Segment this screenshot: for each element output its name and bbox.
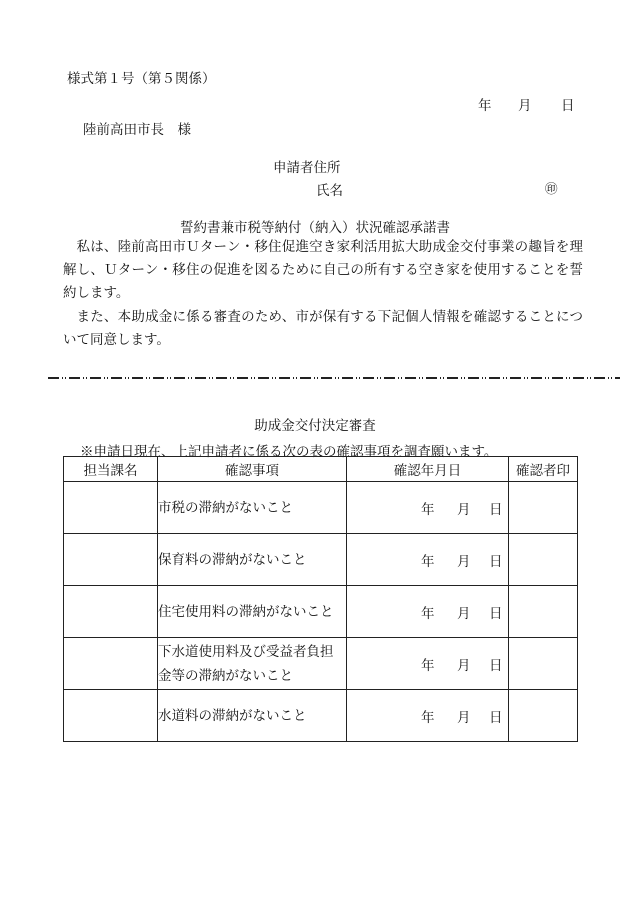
header-date-year: 年: [478, 98, 492, 114]
table-row: [64, 586, 578, 638]
confirmation-date-cell[interactable]: [347, 638, 509, 690]
date-day: 日: [489, 657, 503, 674]
item-line: 金等の滞納がないこと: [158, 667, 293, 684]
confirmer-seal-cell[interactable]: [509, 482, 578, 534]
column-header-seal: 確認者印: [509, 457, 578, 482]
consent-paragraph: また、本助成金に係る審査のため、市が保有する下記個人情報を確認することについて同意します。: [63, 309, 583, 348]
item-line: 市税の滞納がないこと: [158, 499, 293, 516]
department-cell[interactable]: [64, 690, 158, 742]
table-row: [64, 638, 578, 690]
table-row: [64, 690, 578, 742]
date-month: 月: [457, 709, 471, 726]
date-year: 年: [421, 657, 435, 674]
document-title: 誓約書兼市税等納付（納入）状況確認承諾書: [180, 220, 450, 236]
review-section-title: 助成金交付決定審査: [254, 418, 376, 434]
confirmation-item-cell: [158, 638, 347, 690]
form-number: 様式第１号（第５関係）: [67, 71, 216, 87]
item-line: 水道料の滞納がないこと: [158, 707, 307, 724]
date-year: 年: [421, 553, 435, 570]
header-date-month: 月: [518, 98, 532, 114]
column-header-department: 担当課名: [64, 457, 158, 482]
department-cell[interactable]: [64, 482, 158, 534]
date-month: 月: [457, 605, 471, 622]
confirmation-date-cell[interactable]: [347, 690, 509, 742]
cut-line-divider: [48, 377, 620, 379]
confirmation-date-cell[interactable]: [347, 534, 509, 586]
item-line: 住宅使用料の滞納がないこと: [158, 603, 334, 620]
confirmer-seal-cell[interactable]: [509, 690, 578, 742]
date-month: 月: [457, 553, 471, 570]
pledge-paragraph: 私は、陸前高田市Ｕターン・移住促進空き家利活用拡大助成金交付事業の趣旨を理解し、Ｕターン・移住の促進を図るために自己の所有する空き家を使用することを誓約します。: [63, 239, 583, 301]
date-year: 年: [421, 501, 435, 518]
confirmation-date-cell[interactable]: [347, 482, 509, 534]
confirmation-item-cell: [158, 482, 347, 534]
column-header-item: 確認事項: [158, 457, 347, 482]
table-row: [64, 482, 578, 534]
confirmation-table: [63, 456, 578, 742]
item-line: 下水道使用料及び受益者負担: [158, 643, 334, 660]
confirmer-seal-cell[interactable]: [509, 534, 578, 586]
date-day: 日: [489, 553, 503, 570]
table-row: [64, 534, 578, 586]
header-date-day: 日: [561, 98, 575, 114]
applicant-address-label: 申請者住所: [273, 160, 341, 176]
date-day: 日: [489, 605, 503, 622]
seal-mark: ㊞: [545, 181, 558, 196]
confirmation-item-cell: [158, 586, 347, 638]
department-cell[interactable]: [64, 638, 158, 690]
date-day: 日: [489, 709, 503, 726]
department-cell[interactable]: [64, 586, 158, 638]
confirmation-date-cell[interactable]: [347, 586, 509, 638]
department-cell[interactable]: [64, 534, 158, 586]
date-year: 年: [421, 605, 435, 622]
review-note: ※申請日現在、上記申請者に係る次の表の確認事項を調査願います。: [80, 444, 498, 460]
applicant-name-label: 氏名: [316, 183, 343, 199]
date-day: 日: [489, 501, 503, 518]
confirmer-seal-cell[interactable]: [509, 586, 578, 638]
confirmation-item-cell: [158, 534, 347, 586]
confirmer-seal-cell[interactable]: [509, 638, 578, 690]
table-header-row: [64, 457, 578, 482]
confirmation-item-cell: [158, 690, 347, 742]
date-month: 月: [457, 657, 471, 674]
item-line: 保育料の滞納がないこと: [158, 551, 307, 568]
date-month: 月: [457, 501, 471, 518]
addressee: 陸前高田市長 様: [83, 122, 191, 138]
date-year: 年: [421, 709, 435, 726]
column-header-date: 確認年月日: [347, 457, 509, 482]
